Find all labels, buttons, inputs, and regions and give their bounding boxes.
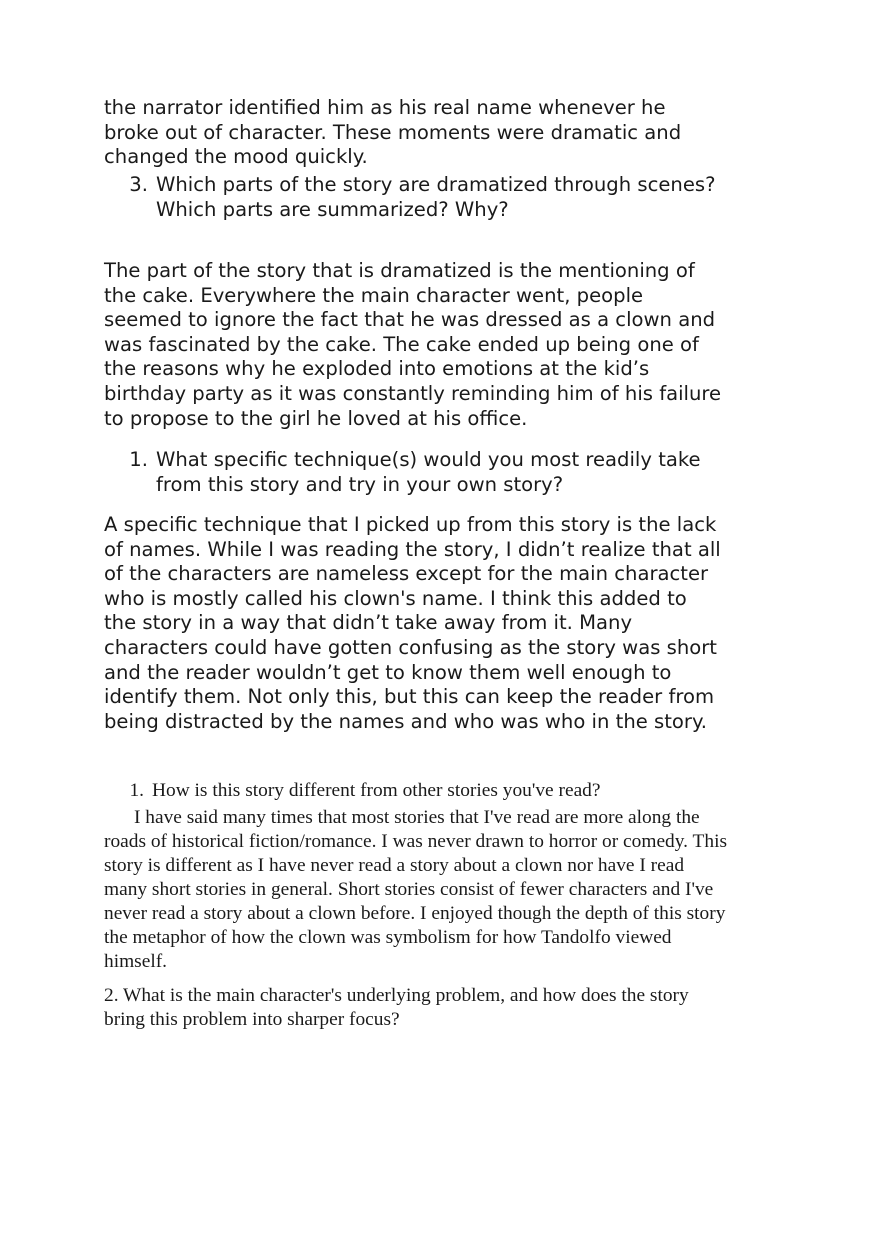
- paragraph-1: [104, 96, 681, 170]
- text-line: seemed to ignore the fact that he was dressed as a clown and: [104, 308, 716, 332]
- text-line: to propose to the girl he loved at his office.: [104, 406, 528, 430]
- question-3: [104, 173, 716, 222]
- text-line: Which parts are summarized? Why?: [156, 197, 509, 221]
- text-line: changed the mood quickly.: [104, 145, 368, 169]
- question-number: 1.: [129, 780, 144, 801]
- text-line: of names. While I was reading the story, I didn’t realize that all: [104, 537, 721, 561]
- text-line: was fascinated by the cake. The cake ended up being one of: [104, 332, 699, 356]
- text-line: The part of the story that is dramatized is the mentioning of: [104, 259, 695, 282]
- question-2: [104, 984, 689, 1032]
- text-line: roads of historical fiction/romance. I was never drawn to horror or comedy. This: [104, 831, 727, 852]
- text-line: the narrator identified him as his real name whenever he: [104, 96, 666, 119]
- text-line: the reasons why he exploded into emotions at the kid’s: [104, 357, 650, 381]
- question-number: 1.: [129, 448, 148, 471]
- paragraph-2: [104, 259, 721, 431]
- text-line: What specific technique(s) would you most readily take: [156, 448, 701, 471]
- text-line: of the characters are nameless except for the main character: [104, 562, 709, 586]
- text-line: characters could have gotten confusing as the story was short: [104, 635, 717, 659]
- text-line: himself.: [104, 951, 168, 972]
- text-line: broke out of character. These moments were dramatic and: [104, 120, 682, 144]
- text-line: the metaphor of how the clown was symbolism for how Tandolfo viewed: [104, 927, 672, 948]
- text-line: identify them. Not only this, but this can keep the reader from: [104, 685, 715, 709]
- text-line: who is mostly called his clown's name. I think this added to: [104, 586, 687, 610]
- text-line: story is different as I have never read a story about a clown nor have I read: [104, 855, 685, 876]
- text-line: the story in a way that didn’t take away from it. Many: [104, 611, 633, 635]
- text-line: bring this problem into sharper focus?: [104, 1009, 400, 1030]
- question-1-different: [104, 779, 600, 803]
- text-line: being distracted by the names and who was who in the story.: [104, 709, 707, 733]
- text-line: from this story and try in your own story?: [156, 472, 564, 496]
- text-line: I have said many times that most stories that I've read are more along the: [134, 807, 700, 828]
- text-line: 2. What is the main character's underlying problem, and how does the story: [104, 985, 689, 1006]
- text-line: birthday party as it was constantly reminding him of his failure: [104, 381, 722, 405]
- text-line: and the reader wouldn’t get to know them well enough to: [104, 660, 672, 684]
- paragraph-4: [104, 806, 727, 974]
- text-line: never read a story about a clown before. I enjoyed though the depth of this story: [104, 903, 726, 924]
- paragraph-3: [104, 513, 721, 734]
- text-line: Which parts of the story are dramatized through scenes?: [156, 173, 716, 196]
- text-line: many short stories in general. Short stories consist of fewer characters and I've: [104, 879, 714, 900]
- question-number: 3.: [129, 173, 148, 196]
- text-line: How is this story different from other stories you've read?: [152, 780, 601, 801]
- text-line: the cake. Everywhere the main character went, people: [104, 283, 644, 307]
- question-1-technique: [104, 448, 701, 497]
- text-line: A specific technique that I picked up from this story is the lack: [104, 513, 717, 536]
